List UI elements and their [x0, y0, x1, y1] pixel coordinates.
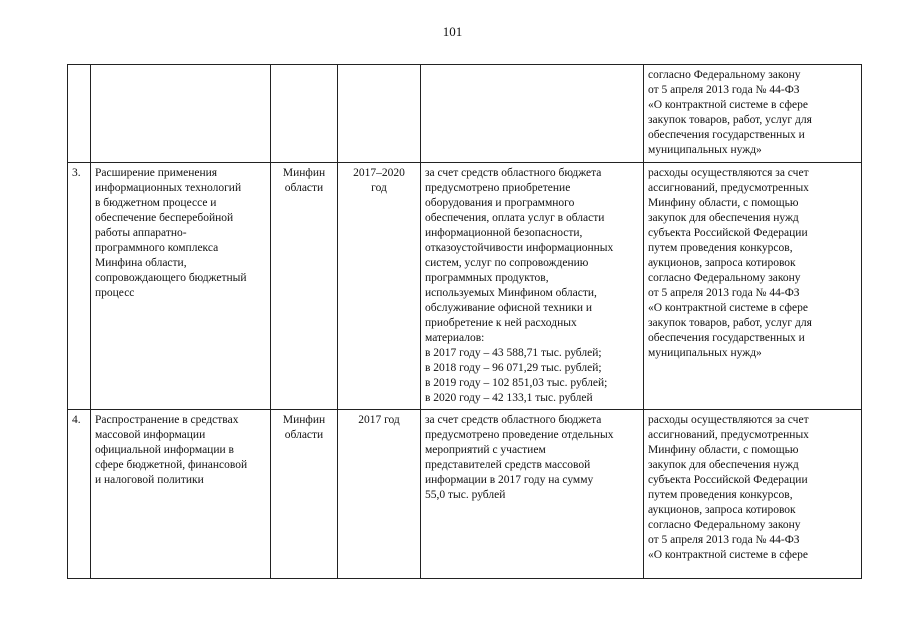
notes-cell: расходы осуществляются за счет ассигнований, предусмотренных Минфину области, с помощью закупок для обеспечения нужд субъекта Российской Федерации путем проведения конкурсов, аукционов, запроса котировок согласно Федеральному закону от 5 апреля 2013 года № 44-ФЗ «О контрактной системе в сфере закупок товаров, работ, услуг для обеспечения государственных и муниципальных нужд» [644, 163, 862, 410]
period-cell [338, 65, 421, 163]
table-row [68, 65, 862, 163]
measure-cell [91, 65, 271, 163]
table-row [68, 410, 862, 579]
row-number: 3. [68, 163, 91, 410]
measure-cell: Распространение в средствах массовой информации официальной информации в сфере бюджетной, финансовой и налоговой политики [91, 410, 271, 579]
row-number [68, 65, 91, 163]
measure-cell: Расширение применения информационных технологий в бюджетном процессе и обеспечение бесперебойной работы аппаратно- программного комплекса Минфина области, сопровождающего бюджетный процесс [91, 163, 271, 410]
notes-cell: расходы осуществляются за счет ассигнований, предусмотренных Минфину области, с помощью закупок для обеспечения нужд субъекта Российской Федерации путем проведения конкурсов, аукционов, запроса котировок согласно Федеральному закону от 5 апреля 2013 года № 44-ФЗ «О контрактной системе в сфере [644, 410, 862, 579]
funding-cell: за счет средств областного бюджета предусмотрено приобретение оборудования и программного обеспечения, оплата услуг в области информационной безопасности, отказоустойчивости информационных систем, услуг по сопровождению программных продуктов, используемых Минфином области, обслуживание офисной техники и приобретение к ней расходных материалов: в 2017 году – 43 588,71 тыс. рублей; в 2018 году – 96 071,29 тыс. рублей; в 2019 году – 102 851,03 тыс. рублей; в 2020 году – 42 133,1 тыс. рублей [421, 163, 644, 410]
executor-cell: Минфин области [271, 410, 338, 579]
table-row [68, 163, 862, 410]
funding-cell [421, 65, 644, 163]
executor-cell: Минфин области [271, 163, 338, 410]
period-cell: 2017 год [338, 410, 421, 579]
period-cell: 2017–2020 год [338, 163, 421, 410]
page-number: 101 [442, 24, 463, 39]
measures-table [67, 64, 862, 579]
funding-cell: за счет средств областного бюджета предусмотрено проведение отдельных мероприятий с участием представителей средств массовой информации в 2017 году на сумму 55,0 тыс. рублей [421, 410, 644, 579]
notes-cell: согласно Федеральному закону от 5 апреля 2013 года № 44-ФЗ «О контрактной системе в сфере закупок товаров, работ, услуг для обеспечения государственных и муниципальных нужд» [644, 65, 862, 163]
executor-cell [271, 65, 338, 163]
row-number: 4. [68, 410, 91, 579]
